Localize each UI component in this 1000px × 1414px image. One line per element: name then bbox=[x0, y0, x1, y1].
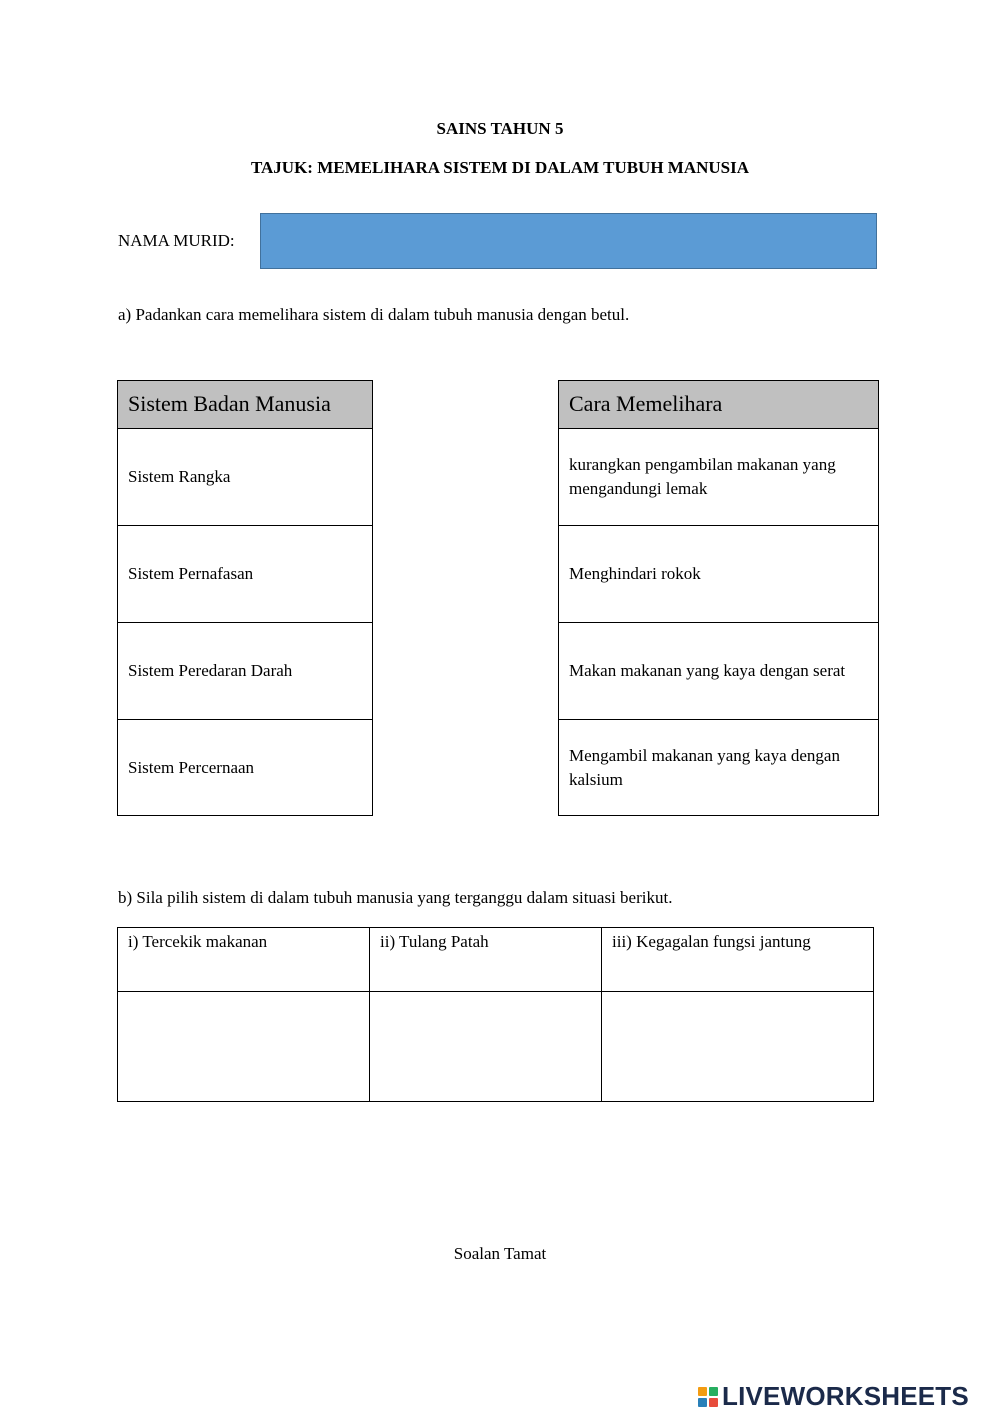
body-systems-header: Sistem Badan Manusia bbox=[118, 381, 372, 429]
logo-square bbox=[698, 1387, 707, 1396]
answer-input-3[interactable] bbox=[602, 992, 873, 1096]
situation-heart-failure: iii) Kegagalan fungsi jantung bbox=[602, 928, 874, 992]
liveworksheets-wordmark: LIVEWORKSHEETS bbox=[722, 1381, 969, 1411]
care-methods-header: Cara Memelihara bbox=[559, 381, 878, 429]
match-item-left[interactable]: Sistem Peredaran Darah bbox=[118, 623, 372, 720]
situation-choking: i) Tercekik makanan bbox=[118, 928, 370, 992]
situation-broken-bone: ii) Tulang Patah bbox=[370, 928, 602, 992]
answer-cell bbox=[602, 992, 874, 1102]
liveworksheets-logo-icon bbox=[698, 1387, 718, 1407]
body-systems-table bbox=[117, 380, 373, 816]
logo-square bbox=[709, 1387, 718, 1396]
match-item-left[interactable]: Sistem Percernaan bbox=[128, 758, 255, 777]
situations-table bbox=[117, 927, 874, 1102]
section-a-instruction: a) Padankan cara memelihara sistem di dalam tubuh manusia dengan betul. bbox=[118, 305, 630, 324]
match-item-right[interactable]: Menghindari rokok bbox=[559, 526, 878, 623]
logo-square bbox=[709, 1398, 718, 1407]
care-methods-table bbox=[558, 380, 879, 816]
worksheet-topic: TAJUK: MEMELIHARA SISTEM DI DALAM TUBUH MANUSIA bbox=[250, 158, 750, 177]
worksheet-title: SAINS TAHUN 5 bbox=[436, 119, 564, 138]
answer-input-2[interactable] bbox=[370, 992, 601, 1096]
answer-cell bbox=[370, 992, 602, 1102]
match-item-left[interactable]: Sistem Pernafasan bbox=[118, 526, 372, 623]
match-item-right[interactable]: Makan makanan yang kaya dengan serat bbox=[559, 623, 878, 720]
match-item-right[interactable]: Mengambil makanan yang kaya dengan kalsium bbox=[569, 746, 840, 789]
answer-input-1[interactable] bbox=[118, 992, 369, 1096]
section-b-instruction: b) Sila pilih sistem di dalam tubuh manusia yang terganggu dalam situasi berikut. bbox=[118, 888, 673, 907]
logo-square bbox=[698, 1398, 707, 1407]
answer-cell bbox=[118, 992, 370, 1102]
match-item-right[interactable]: kurangkan pengambilan makanan yang mengandungi lemak bbox=[559, 429, 878, 526]
liveworksheets-brand[interactable] bbox=[698, 1381, 969, 1412]
end-of-questions: Soalan Tamat bbox=[453, 1244, 547, 1263]
student-name-label: NAMA MURID: bbox=[118, 231, 235, 250]
match-item-left[interactable]: Sistem Rangka bbox=[118, 429, 372, 526]
student-name-input[interactable] bbox=[260, 213, 877, 269]
